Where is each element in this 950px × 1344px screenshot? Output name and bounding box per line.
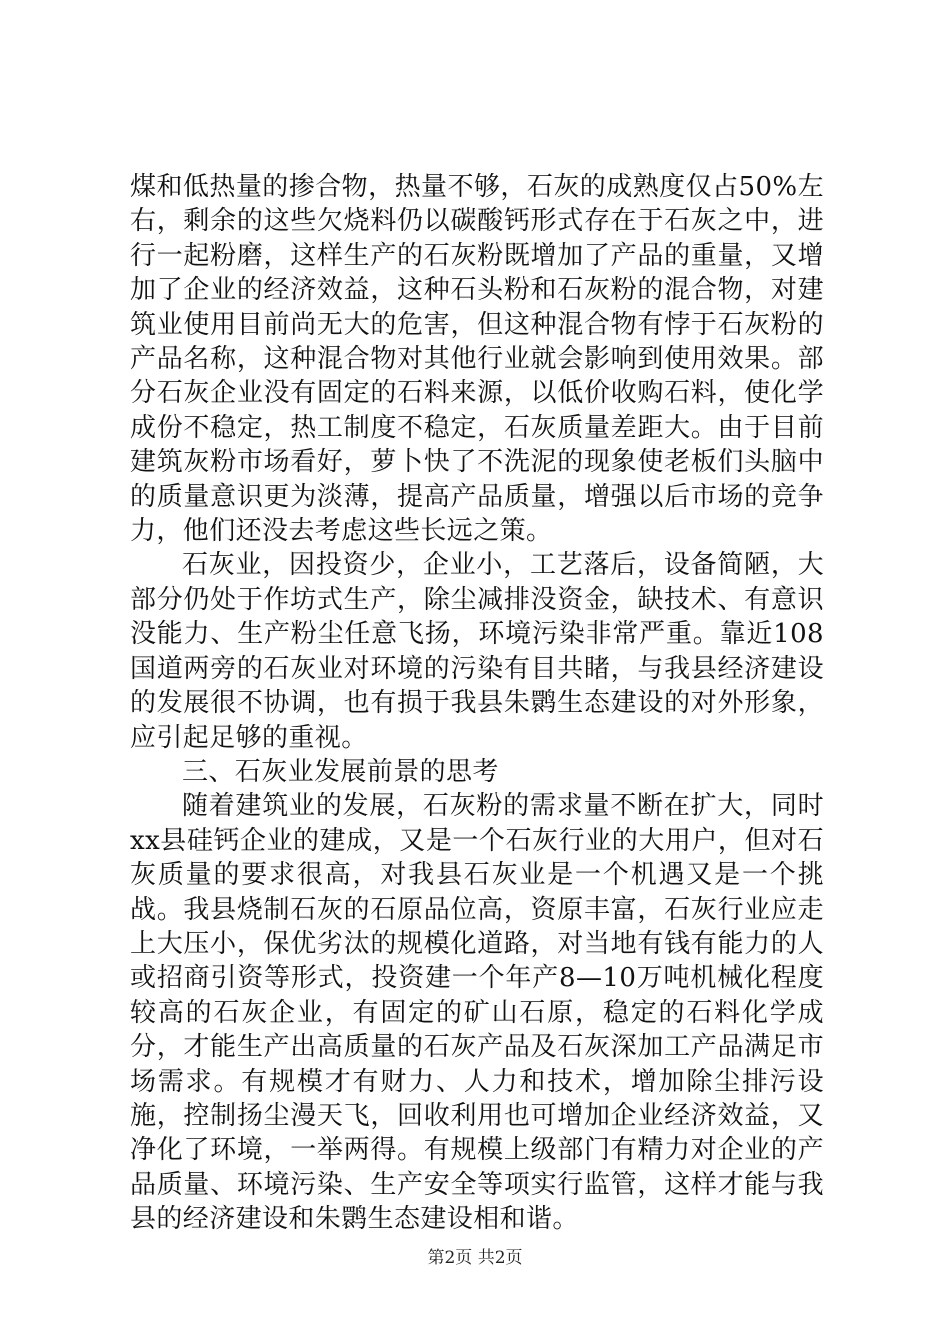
section-heading: 三、石灰业发展前景的思考	[182, 756, 499, 787]
document-body	[130, 170, 824, 1237]
paragraph-continuation: 煤和低热量的掺合物，热量不够，石灰的成熟度仅占50%左右，剩余的这些欠烧料仍以碳酸钙形式存在于石灰之中，进行一起粉磨，这样生产的石灰粉既增加了产品的重量，又增加了企业的经济效益，这种石头粉和石灰粉的混合物，对建筑业使用目前尚无大的危害，但这种混合物有悖于石灰粉的产品名称，这种混合物对其他行业就会影响到使用效果。部分石灰企业没有固定的石料来源，以低价收购石料，使化学成份不稳定，热工制度不稳定，石灰质量差距大。由于目前建筑灰粉市场看好，萝卜快了不洗泥的现象使老板们头脑中的质量意识更为淡薄，提高产品质量，增强以后市场的竞争力，他们还没去考虑这些长远之策。	[130, 172, 824, 547]
paragraph-prospects: 随着建筑业的发展，石灰粉的需求量不断在扩大，同时xx县硅钙企业的建成，又是一个石灰行业的大用户，但对石灰质量的要求很高，对我县石灰业是一个机遇又是一个挑战。我县烧制石灰的石原品位高，资原丰富，石灰行业应走上大压小，保优劣汰的规模化道路，对当地有钱有能力的人或招商引资等形式，投资建一个年产8—10万吨机械化程度较高的石灰企业，有固定的矿山石原，稳定的石料化学成分，才能生产出高质量的石灰产品及石灰深加工产品满足市场需求。有规模才有财力、人力和技术，增加除尘排污设施，控制扬尘漫天飞，回收利用也可增加企业经济效益，又净化了环境，一举两得。有规模上级部门有精力对企业的产品质量、环境污染、生产安全等项实行监管，这样才能与我县的经济建设和朱鹮生态建设相和谐。	[130, 791, 824, 1235]
page-footer: 第2页 共2页	[427, 1248, 523, 1268]
paragraph-pollution: 石灰业，因投资少，企业小，工艺落后，设备简陋，大部分仍处于作坊式生产，除尘减排没资金，缺技术、有意识没能力、生产粉尘任意飞扬，环境污染非常严重。靠近108国道两旁的石灰业对环境的污染有目共睹，与我县经济建设的发展很不协调，也有损于我县朱鹮生态建设的对外形象，应引起足够的重视。	[130, 550, 824, 753]
